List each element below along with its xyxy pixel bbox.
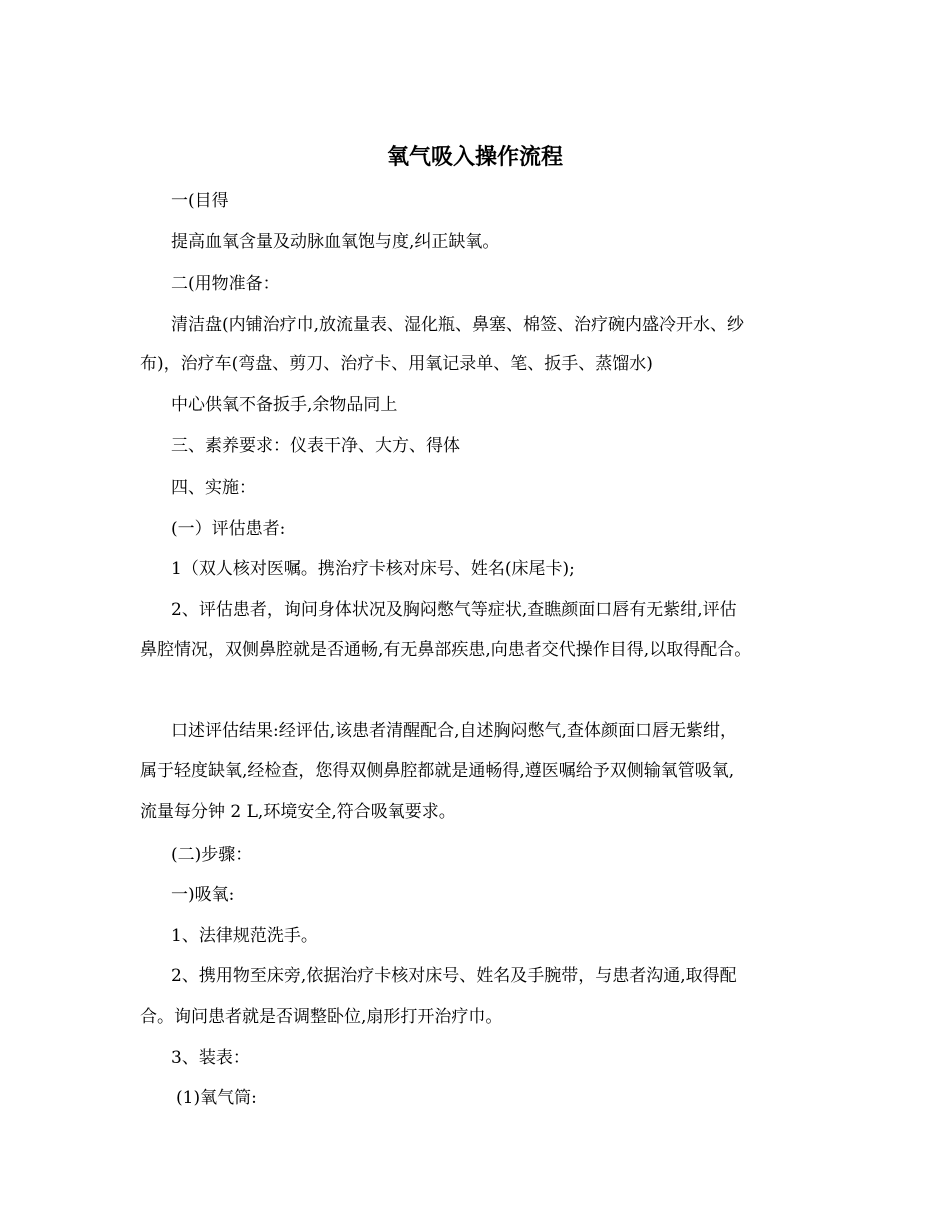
heading-implementation: 四、实施： [171, 478, 256, 498]
paragraph-result-2: 属于轻度缺氧,经检查，您得双侧鼻腔都就是通畅得,遵医嘱给予双侧输氧管吸氧, [140, 761, 735, 781]
list-item-step-2b: 合。询问患者就是否调整卧位,扇形打开治疗巾。 [140, 1007, 503, 1027]
paragraph-purpose: 提高血氧含量及动脉血氧饱与度,纠正缺氧。 [171, 232, 500, 252]
heading-supplies: 二(用物准备： [171, 274, 280, 294]
heading-requirements: 三、素养要求：仪表干净、大方、得体 [171, 436, 460, 456]
heading-assess-patient: (一）评估患者: [171, 519, 286, 539]
heading-steps: (二)步骤： [171, 845, 253, 865]
list-item-step-2a: 2、携用物至床旁,依据治疗卡核对床号、姓名及手腕带，与患者沟通,取得配 [171, 966, 737, 986]
heading-oxygen: 一)吸氧: [171, 885, 235, 905]
paragraph-result-3: 流量每分钟 2 L,环境安全,符合吸氧要求。 [140, 802, 456, 822]
list-item-step-3-1: (1)氧气筒: [176, 1088, 257, 1108]
paragraph-result-1: 口述评估结果:经评估,该患者清醒配合,自述胸闷憋气,查体颜面口唇无紫绀， [171, 721, 737, 741]
list-item-assess-2b: 鼻腔情况，双侧鼻腔就是否通畅,有无鼻部疾患,向患者交代操作目得,以取得配合。 [140, 640, 752, 660]
list-item-step-3: 3、装表： [171, 1048, 250, 1068]
heading-purpose: 一(目得 [171, 191, 229, 211]
paragraph-supplies-1: 清洁盘(内铺治疗巾,放流量表、湿化瓶、鼻塞、棉签、治疗碗内盛冷开水、纱 [171, 315, 745, 335]
paragraph-central-oxygen: 中心供氧不备扳手,余物品同上 [171, 395, 398, 415]
list-item-assess-1: 1（双人核对医嘱。携治疗卡核对床号、姓名(床尾卡); [171, 559, 575, 579]
list-item-assess-2a: 2、评估患者，询问身体状况及胸闷憋气等症状,查瞧颜面口唇有无紫绀,评估 [171, 600, 737, 620]
list-item-step-1: 1、法律规范洗手。 [171, 926, 318, 946]
document-title: 氧气吸入操作流程 [386, 144, 563, 170]
paragraph-supplies-2: 布)，治疗车(弯盘、剪刀、治疗卡、用氧记录单、笔、扳手、蒸馏水) [140, 354, 653, 374]
